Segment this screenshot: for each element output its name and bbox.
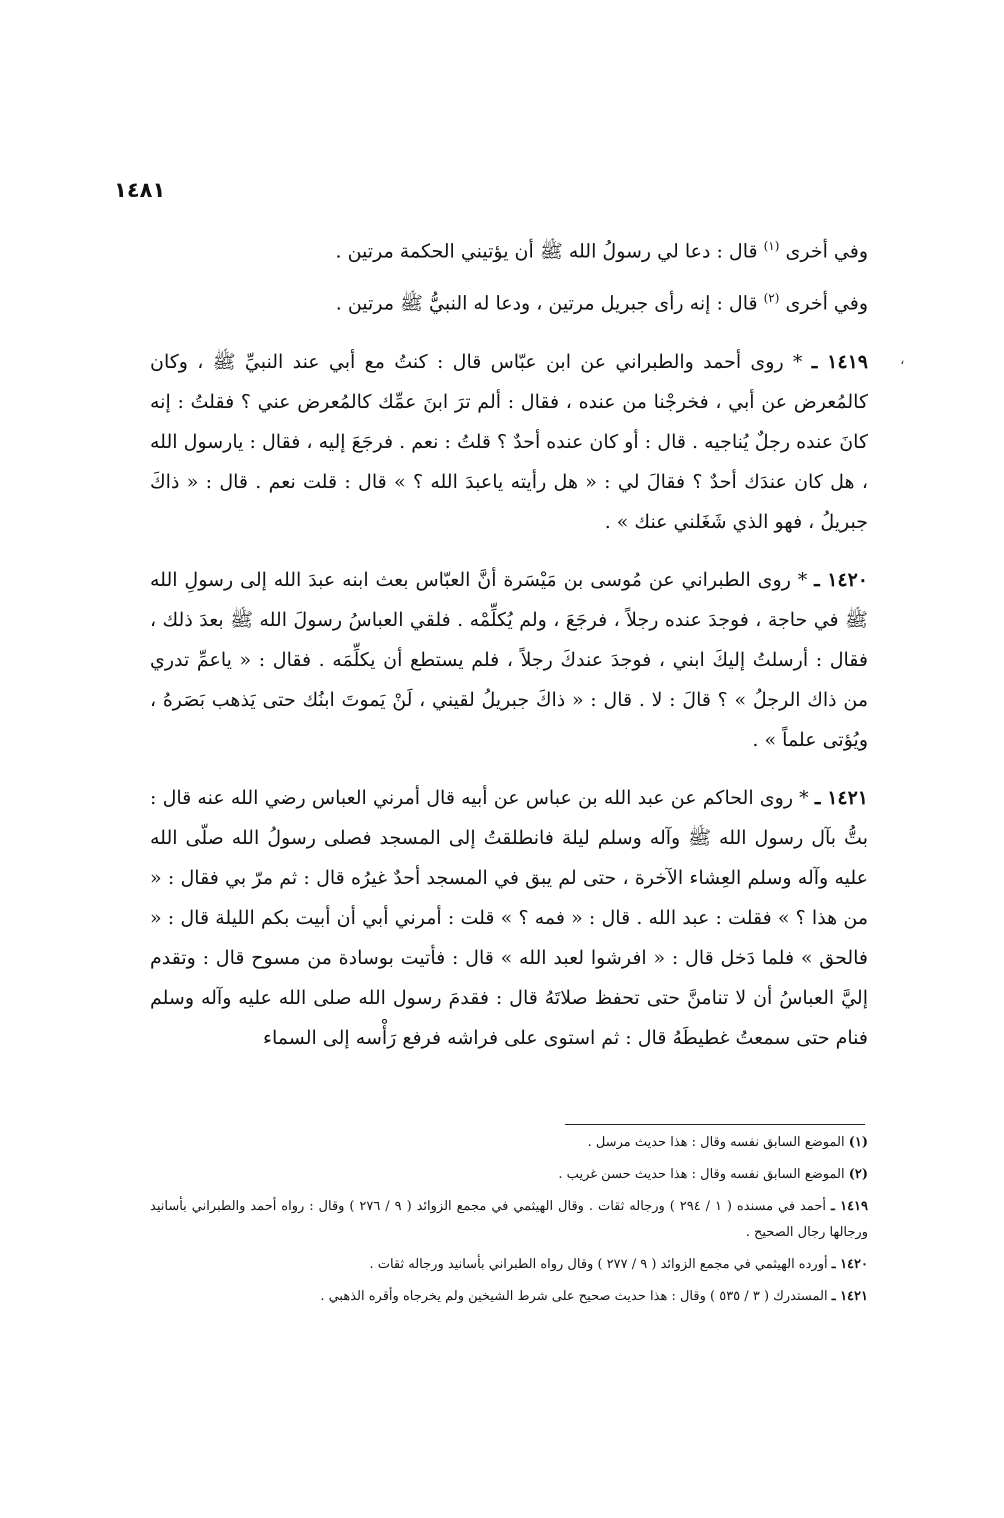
footnote-text: الموضع السابق نفسه وقال : هذا حديث مرسل . (587, 1135, 845, 1150)
footnote-text: الموضع السابق نفسه وقال : هذا حديث حسن غريب . (558, 1167, 845, 1182)
page-number: ١٤٨١ (114, 178, 166, 202)
footnote-text: أورده الهيثمي في مجمع الزوائد ( ٩ / ٢٧٧ ) وقال رواه الطبراني بأسانيد ورجاله ثقات . (369, 1257, 828, 1272)
footnote-reference: (١) (763, 239, 780, 253)
footnote-text: المستدرك ( ٣ / ٥٣٥ ) وقال : هذا حديث صحيح على شرط الشيخين ولم يخرجاه وأقره الذهبي . (320, 1289, 828, 1304)
hadith-paragraph (150, 342, 868, 542)
hadith-number: ١٤٢٠ ـ (814, 568, 869, 591)
footnote (150, 1194, 868, 1246)
footnote-number: ١٤٢١ ـ (831, 1289, 868, 1304)
hadith-paragraph (150, 560, 868, 760)
footnotes-section (150, 1130, 868, 1316)
footnote (150, 1130, 868, 1156)
main-text (150, 226, 868, 1058)
narration-label: وفي أخرى (785, 292, 868, 315)
footnote (150, 1252, 868, 1278)
hadith-text: * روى الحاكم عن عبد الله بن عباس عن أبيه قال أمرني العباس رضي الله عنه قال : بتُّ بآل رسول الله ﷺ وآله وسلم ليلة فانطلقتُ إلى المسجد فصلى رسولُ الله صلّى الله عليه وآله وسلم العِشاء الآخرة ، حتى لم يبق في المسجد أحدٌ غيرُه قال : ثم مرّ بي فقال : « من هذا ؟ » فقلت : عبد الله . قال : « فمه ؟ » قلت : أمرني أبي أن أبيت بكم الليلة قال : « فالحق » فلما دَخل قال : « افرشوا لعبد الله » قال : فأتيت بوسادة من مسوح قال : وتقدم إليَّ العباسُ أن لا تنامنَّ حتى تحفظ صلاتَهُ قال : فقدمَ رسول الله صلى الله عليه وآله وسلم فنام حتى سمعتُ غطيطَهُ قال : ثم استوى على فراشه فرفع رَأْسه إلى السماء (150, 786, 868, 1049)
hadith-number: ١٤١٩ ـ (811, 350, 868, 373)
footnote-reference: (٢) (763, 291, 780, 306)
hadith-number: ١٤٢١ ـ (814, 786, 869, 809)
hadith-paragraph (150, 778, 868, 1058)
footnote-divider (565, 1124, 865, 1125)
narration-line (150, 226, 868, 271)
hadith-text: * روى الطبراني عن مُوسى بن مَيْسَرة أنَّ العبّاس بعث ابنه عبدَ الله إلى رسولِ الله ﷺ في حاجة ، فوجدَ عنده رجلاً ، فرجَعَ ، ولم يُكلِّمْه . فلقي العباسُ رسولَ الله ﷺ بعدَ ذلك ، فقال : أرسلتُ إليكَ ابني ، فوجدَ عندكَ رجلاً ، فلم يستطع أن يكلِّمَه . فقال : « ياعمِّ تدري من ذاك الرجلُ » ؟ قالَ : لا . قال : « ذاكَ جبريلُ لقيني ، لَنْ يَموتَ ابنُك حتى يَذهب بَصَرهُ ، ويُؤتى علماً » . (150, 568, 868, 751)
narration-text: قال : دعا لي رسولُ الله ﷺ أن يؤتيني الحكمة مرتين . (335, 240, 758, 263)
footnote-number: (٢) (848, 1167, 868, 1182)
footnote (150, 1162, 868, 1188)
hadith-text: * روى أحمد والطبراني عن ابن عبّاس قال : كنتُ مع أبي عند النبيِّ ﷺ ، وكان كالمُعرض عن أبي ، فخرجْنا من عنده ، فقال : ألم ترَ ابنَ عمِّك كالمُعرض عني ؟ فقلتُ : إنه كانَ عنده رجلٌ يُناجيه . قال : أو كان عنده أحدٌ ؟ قلتُ : نعم . فرجَعَ إليه ، فقال : يارسول الله ، هل كان عندَك أحدٌ ؟ فقالَ لي : « هل رأيته ياعبدَ الله ؟ » قال : قلت نعم . قال : « ذاكَ جبريلُ ، فهو الذي شَغَلني عنك » . (150, 350, 868, 533)
footnote-text: أحمد في مسنده ( ١ / ٢٩٤ ) ورجاله ثقات . وقال الهيثمي في مجمع الزوائد ( ٩ / ٢٧٦ ) وقال : رواه أحمد والطبراني بأسانيد ورجالها رجال الصحيح . (150, 1199, 868, 1240)
narration-line (150, 278, 868, 323)
footnote-number: (١) (848, 1135, 868, 1150)
footnote-number: ١٤١٩ ـ (830, 1199, 869, 1214)
footnote-number: ١٤٢٠ ـ (831, 1257, 868, 1272)
narration-text: قال : إنه رأى جبريل مرتين ، ودعا له النبيُّ ﷺ مرتين . (335, 292, 758, 315)
narration-label: وفي أخرى (785, 240, 868, 263)
footnote (150, 1284, 868, 1310)
margin-mark: ، (900, 352, 905, 368)
